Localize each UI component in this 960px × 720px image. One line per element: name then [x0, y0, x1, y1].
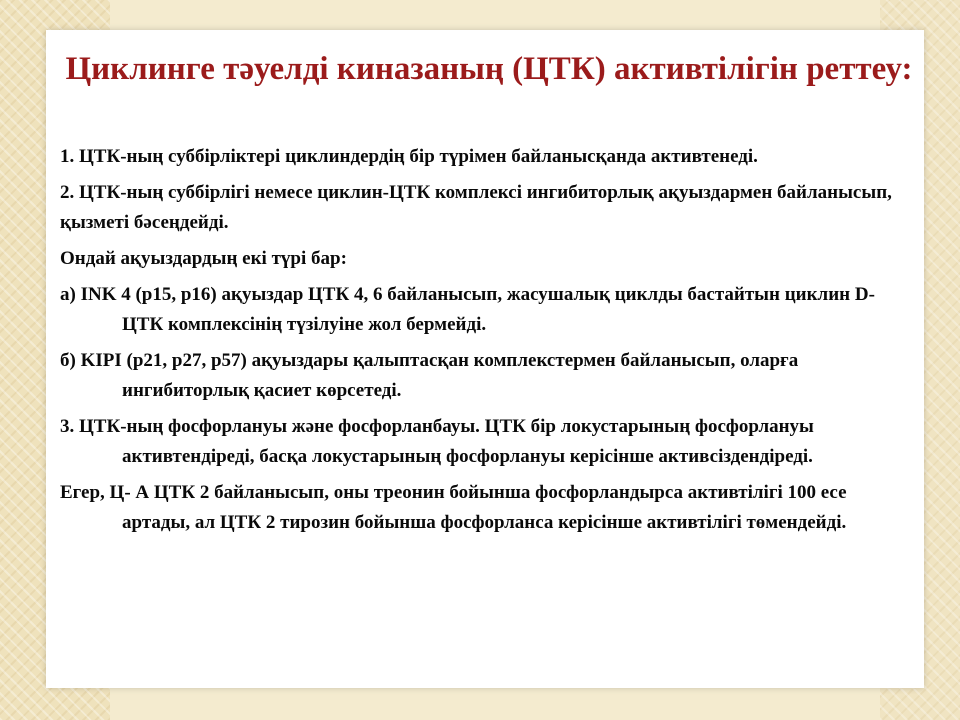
paragraph-1: 1. ЦТК-ның суббірліктері циклиндердің бір түрімен байланысқанда активтенеді.: [60, 146, 758, 167]
paragraph-4: а) INK 4 (p15, p16) ақуыздар ЦТК 4, 6 байланысып, жасушалық циклды бастайтын циклин D-ЦТК комплексінің түзілуіне жол бермейді.: [60, 284, 875, 335]
paragraph-7: Егер, Ц- А ЦТК 2 байланысып, оны треонин бойынша фосфорландырса активтілігі 100 есе артады, ал ЦТК 2 тирозин бойынша фосфорланса керісінше активтілігі төмендейді.: [60, 482, 847, 533]
paragraph-6: 3. ЦТК-ның фосфорлануы және фосфорланбауы. ЦТК бір локустарының фосфорлануы активтендіреді, басқа локустарының фосфорлануы керісінше активсіздендіреді.: [60, 416, 814, 467]
paragraph-5: б) KIPI (p21, p27, p57) ақуыздары қалыптасқан комплекстермен байланысып, оларға ингибиторлық қасиет көрсетеді.: [60, 350, 799, 401]
slide-content: [60, 142, 910, 544]
paragraph-2: 2. ЦТК-ның суббірлігі немесе циклин-ЦТК комплексі ингибиторлық ақуыздармен байланысып, қызметі бәсеңдейді.: [60, 182, 892, 233]
slide-card: [46, 30, 924, 688]
paragraph-3: Ондай ақуыздардың екі түрі бар:: [60, 248, 347, 269]
slide-title: Циклинге тәуелді киназаның (ЦТК) активтілігін реттеу:: [65, 51, 913, 87]
